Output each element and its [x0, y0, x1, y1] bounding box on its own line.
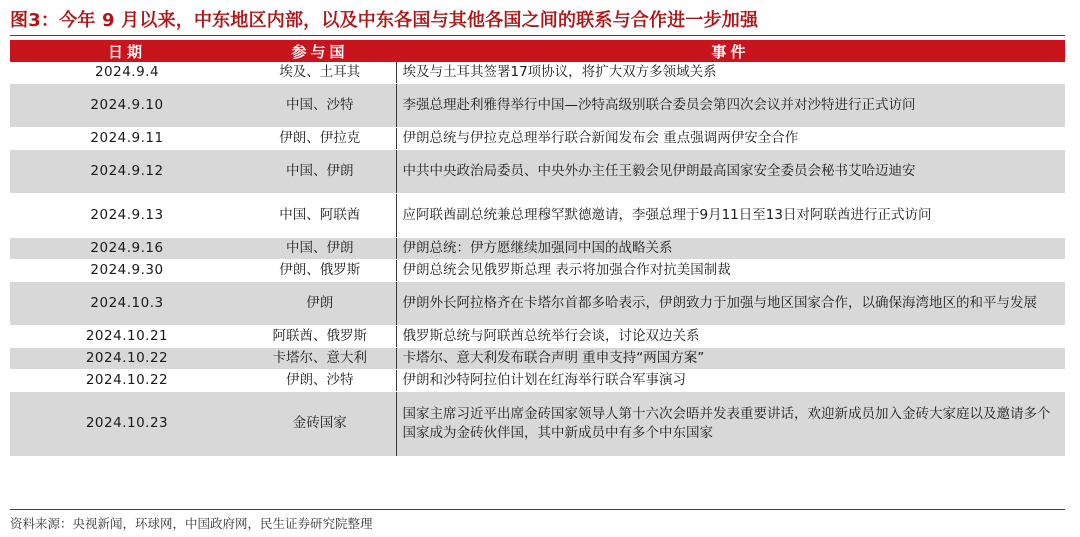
row-date: 2024.10.22 — [10, 370, 244, 392]
table-bottom-rule — [10, 509, 1065, 510]
row-parties: 中国、沙特 — [244, 84, 396, 128]
row-event: 伊朗外长阿拉格齐在卡塔尔首都多哈表示，伊朗致力于加强与地区国家合作，以确保海湾地区的和平与发展 — [396, 282, 1065, 326]
row-event: 伊朗和沙特阿拉伯计划在红海举行联合军事演习 — [396, 370, 1065, 392]
row-parties: 卡塔尔、意大利 — [244, 348, 396, 370]
figure-title: 图3：今年 9 月以来，中东地区内部，以及中东各国与其他各国之间的联系与合作进一步加强 — [10, 10, 759, 31]
table-row — [10, 128, 1065, 150]
table-row — [10, 282, 1065, 326]
table-row — [10, 392, 1065, 457]
row-event: 国家主席习近平出席金砖国家领导人第十六次会晤并发表重要讲话，欢迎新成员加入金砖大家庭以及邀请多个国家成为金砖伙伴国，其中新成员中有多个中东国家 — [396, 392, 1065, 457]
row-event: 李强总理赴利雅得举行中国—沙特高级别联合委员会第四次会议并对沙特进行正式访问 — [396, 84, 1065, 128]
row-parties: 中国、阿联酋 — [244, 194, 396, 238]
row-event: 伊朗总统：伊方愿继续加强同中国的战略关系 — [396, 238, 1065, 260]
row-date: 2024.9.16 — [10, 238, 244, 260]
row-event: 埃及与土耳其签署17项协议，将扩大双方多领域关系 — [396, 62, 1065, 84]
row-event: 伊朗总统会见俄罗斯总理 表示将加强合作对抗美国制裁 — [396, 260, 1065, 282]
row-parties: 伊朗、沙特 — [244, 370, 396, 392]
row-date: 2024.10.21 — [10, 326, 244, 348]
row-parties: 伊朗、俄罗斯 — [244, 260, 396, 282]
table-row — [10, 326, 1065, 348]
row-event: 中共中央政治局委员、中央外办主任王毅会见伊朗最高国家安全委员会秘书艾哈迈迪安 — [396, 150, 1065, 194]
row-date: 2024.10.3 — [10, 282, 244, 326]
row-event: 俄罗斯总统与阿联酋总统举行会谈，讨论双边关系 — [396, 326, 1065, 348]
row-parties: 阿联酋、俄罗斯 — [244, 326, 396, 348]
table-row — [10, 348, 1065, 370]
table-row — [10, 370, 1065, 392]
row-parties: 中国、伊朗 — [244, 238, 396, 260]
events-table — [10, 40, 1065, 457]
source-note: 资料来源：央视新闻，环球网，中国政府网，民生证券研究院整理 — [10, 516, 373, 531]
row-date: 2024.9.4 — [10, 62, 244, 84]
row-date: 2024.9.12 — [10, 150, 244, 194]
row-parties: 金砖国家 — [244, 392, 396, 457]
table-row — [10, 260, 1065, 282]
row-parties: 中国、伊朗 — [244, 150, 396, 194]
row-parties: 埃及、土耳其 — [244, 62, 396, 84]
row-event: 伊朗总统与伊拉克总理举行联合新闻发布会 重点强调两伊安全合作 — [396, 128, 1065, 150]
table-row — [10, 238, 1065, 260]
row-parties: 伊朗 — [244, 282, 396, 326]
row-date: 2024.10.23 — [10, 392, 244, 457]
row-date: 2024.9.13 — [10, 194, 244, 238]
header-event: 事件 — [396, 40, 1065, 62]
header-parties: 参与国 — [244, 40, 396, 62]
row-date: 2024.9.10 — [10, 84, 244, 128]
row-date: 2024.9.30 — [10, 260, 244, 282]
title-rule — [10, 35, 1065, 36]
table-row — [10, 194, 1065, 238]
row-parties: 伊朗、伊拉克 — [244, 128, 396, 150]
header-date: 日期 — [10, 40, 244, 62]
table-row — [10, 62, 1065, 84]
row-date: 2024.9.11 — [10, 128, 244, 150]
table-row — [10, 84, 1065, 128]
row-event: 应阿联酋副总统兼总理穆罕默德邀请，李强总理于9月11日至13日对阿联酋进行正式访问 — [396, 194, 1065, 238]
row-event: 卡塔尔、意大利发布联合声明 重申支持“两国方案” — [396, 348, 1065, 370]
row-date: 2024.10.22 — [10, 348, 244, 370]
table-header-row — [10, 40, 1065, 62]
table-row — [10, 150, 1065, 194]
